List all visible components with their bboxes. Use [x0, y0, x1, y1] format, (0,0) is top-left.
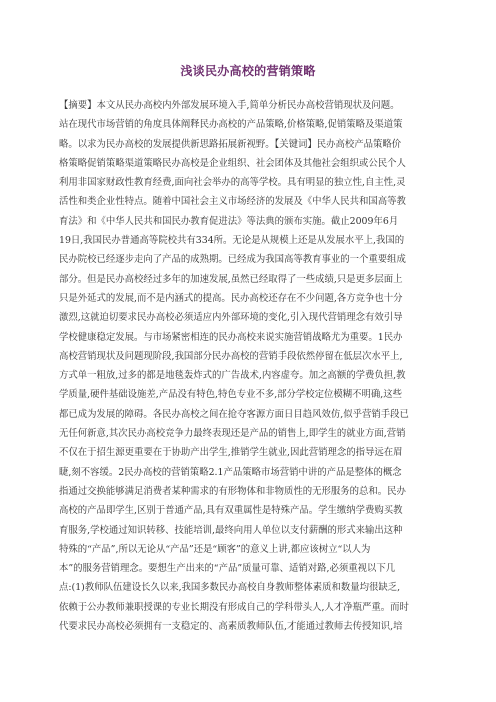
paragraph-line: 学校健康稳定发展。与市场紧密相连的民办高校来说实施营销战略尤为重要。1民办: [59, 331, 403, 343]
paragraph-line: 学质量,硬件基础设施差,产品没有特色,特色专业不多,部分学校定位模糊不明确,这些: [59, 389, 403, 401]
paragraph-line: 格策略促销策略渠道策略民办高校是企业组织、社会团体及其他社会组织或公民个人: [59, 157, 406, 169]
paragraph-line: 育服务,学校通过知识转移、技能培训,最终向用人单位以支付薪酬的形式来输出这种: [59, 524, 403, 536]
paragraph-line: 方式单一粗放,过多的都是地毯轰炸式的广告战术,内容虚夸。加之高额的学费负担,教: [59, 370, 406, 382]
paragraph-line: 【摘要】本文从民办高校内外部发展环境入手,简单分析民办高校营销现状及问题。: [59, 100, 400, 111]
paragraph-line: 19日,我国民办普通高等院校共有334所。无论是从规模上还是从发展水平上,我国的: [59, 235, 405, 247]
paragraph-line: 睫,刻不容缓。2民办高校的营销策略2.1产品策略市场营销中讲的产品是整体的概念: [59, 466, 402, 478]
paragraph-line: 无任何新意,其次民办高校竞争力最终表现还是产品的销售上,即学生的就业方面,营销: [59, 428, 406, 440]
paragraph-line: 本”的服务营销理念。要想生产出来的“产品”质量可靠、适销对路,必须重视以下几: [59, 563, 396, 575]
paragraph-line: 民办院校已经逐步走向了产品的成熟期。已经成为我国高等教育事业的一个重要组成: [59, 254, 406, 266]
paragraph-line: 活性和类企业性特点。随着中国社会主义市场经济的发展及《中华人民共和国高等教: [59, 196, 406, 208]
paragraph-line: 激烈,这就迫切要求民办高校必须适应内外部环境的变化,引入现代营销理念有效引导: [59, 312, 403, 324]
paragraph-line: 都已成为发展的障碍。各民办高校之间在抢夺客源方面日目趋风效仿,似乎营销手段已: [59, 408, 409, 420]
paragraph-line: 育法》和《中华人民共和国民办教育促进法》等法典的颁布实施。截止2009年6月: [59, 215, 399, 227]
paragraph-line: 站在现代市场营销的角度具体阐释民办高校的产品策略,价格策略,促销策略及渠道策: [59, 119, 403, 131]
document-title: 浅谈民办高校的营销策略: [180, 64, 316, 78]
paragraph-line: 利用非国家财政性教育经费,面向社会举办的高等学校。具有明显的独立性,自主性,灵: [59, 177, 406, 189]
paragraph-line: 依赖于公办教师兼职授课的专业长期没有形成自己的学科带头人,人才净瓶严重。而时: [59, 601, 409, 613]
paragraph-line: 代要求民办高校必须拥有一支稳定的、高素质教师队伍,才能通过教师去传授知识,培: [59, 621, 403, 633]
paragraph-line: 不仅在于招生源更重要在于协助产出学生,推销学生就业,因此营销理念的指导远在眉: [59, 447, 403, 459]
paragraph-line: 部分。但是民办高校经过多年的加速发展,虽然已经取得了一些成绩,只是更多层面上: [59, 273, 403, 285]
paragraph-line: 指通过交换能够满足消费者某种需求的有形物体和非物质性的无形服务的总和。民办: [59, 485, 406, 497]
paragraph-line: 特殊的“产品”,所以无论从“产品”还是“顾客”的意义上讲,都应该树立“以人为: [59, 543, 371, 555]
paragraph-line: 点:(1)教师队伍建设长久以来,我国多数民办高校自身教师整体素质和数量均很缺乏,: [59, 582, 401, 594]
paragraph-line: 高校营销现状及问题现阶段,我国部分民办高校的营销手段依然停留在低层次水平上,: [59, 350, 403, 362]
document-body: [59, 96, 445, 636]
paragraph-line: 只是外延式的发展,而不是内涵式的提高。民办高校还存在不少问题,各方竞争也十分: [59, 292, 403, 304]
paragraph-line: 略。以求为民办高校的发展提供新思路拓展新视野。【关键词】民办高校产品策略价: [59, 138, 402, 150]
paragraph-line: 高校的产品即学生,区别于普通产品,具有双重属性是特殊产品。学生缴纳学费购买教: [59, 505, 403, 517]
